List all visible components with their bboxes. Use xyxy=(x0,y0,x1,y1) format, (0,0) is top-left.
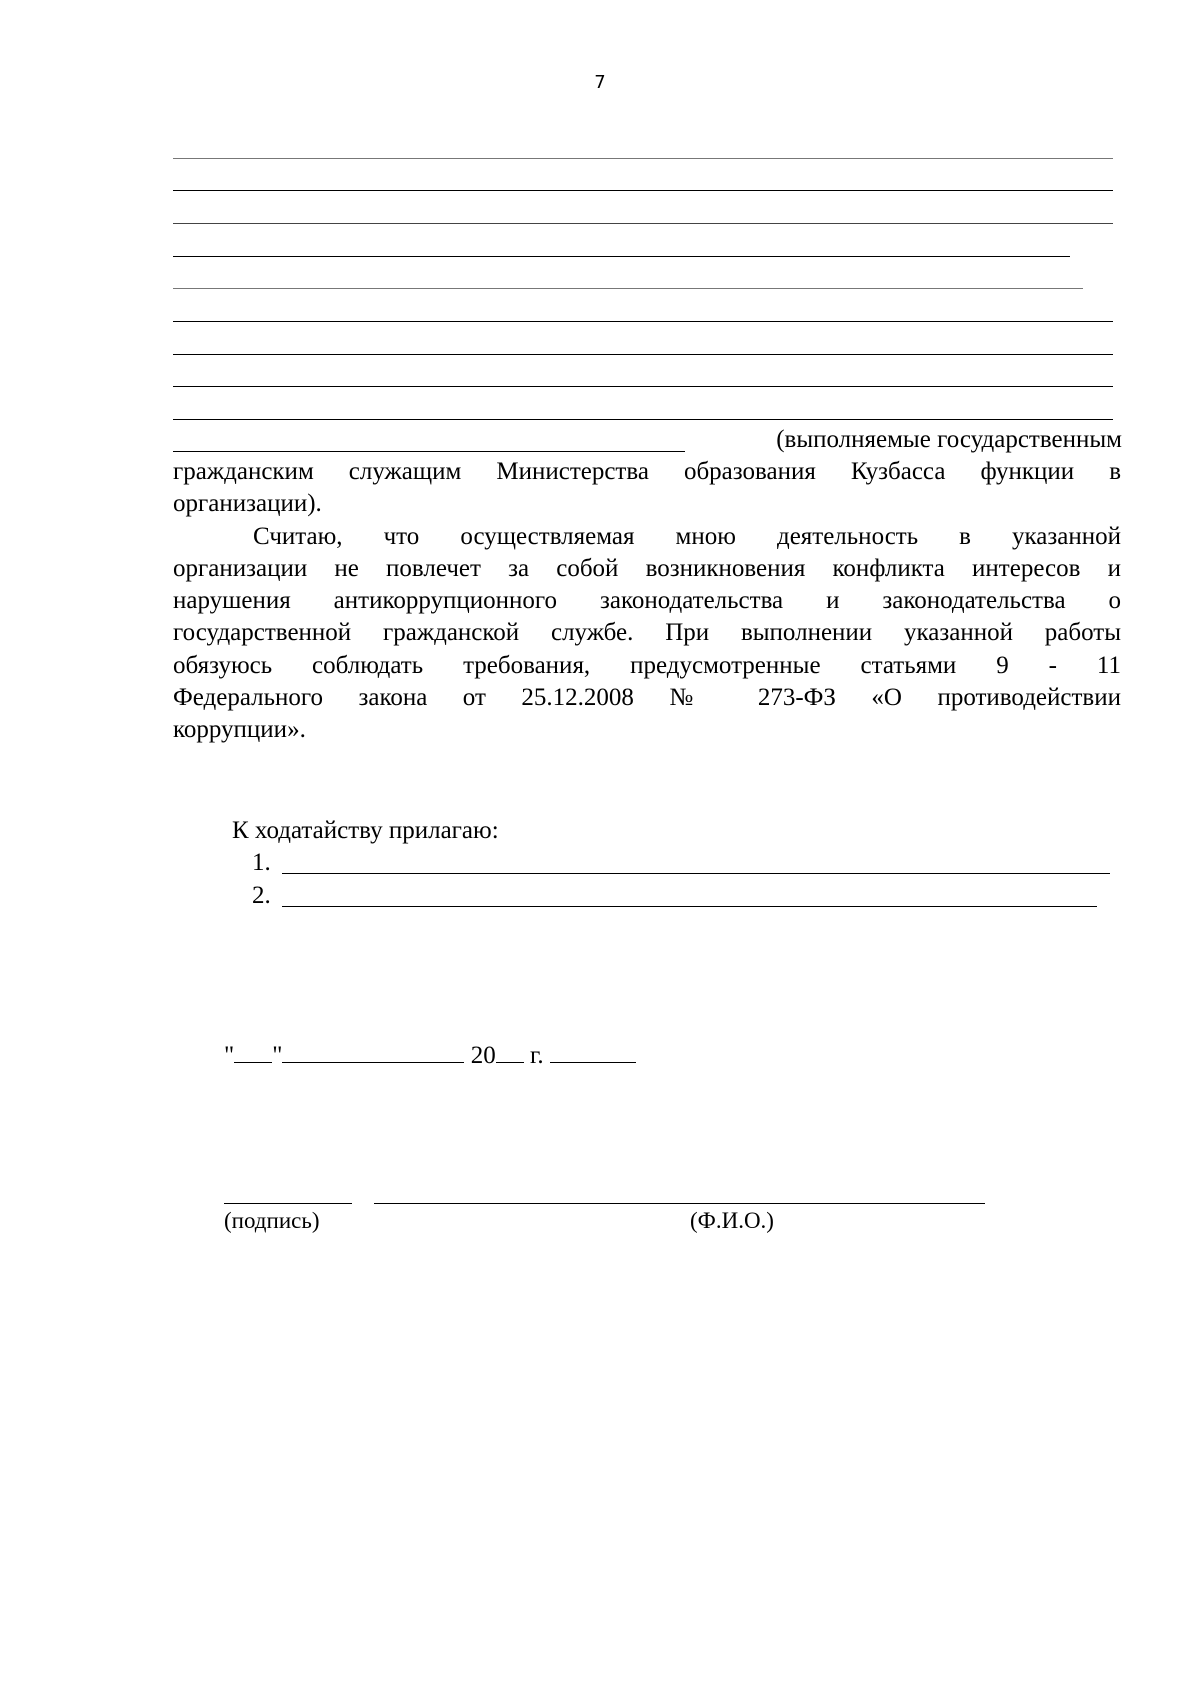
statement-line-6: Федерального закона от 25.12.2008 № 273-ФЗ «О противодействии xyxy=(173,684,1121,711)
date-close-quote: " xyxy=(272,1042,283,1069)
day-blank xyxy=(234,1042,272,1063)
attachment-item-number: 2. xyxy=(252,882,271,909)
signature-label: (подпись) xyxy=(224,1208,320,1233)
statement-line-7: коррупции». xyxy=(173,716,306,743)
blank-line xyxy=(173,288,1083,289)
blank-line xyxy=(173,386,1113,387)
attachment-blank-line xyxy=(282,906,1097,907)
statement-line-1: Считаю, что осуществляемая мною деятельность в указанной xyxy=(253,523,1121,550)
functions-caption-line-3: организации). xyxy=(173,490,322,517)
signature-blank-line xyxy=(224,1203,352,1204)
blank-line xyxy=(173,158,1113,159)
statement-line-4: государственной гражданской службе. При выполнении указанной работы xyxy=(173,619,1121,646)
blank-line xyxy=(173,321,1113,322)
functions-caption: (выполняемые государственным xyxy=(776,426,1122,453)
date-line xyxy=(224,1040,636,1072)
statement-line-3: нарушения антикоррупционного законодательства и законодательства о xyxy=(173,587,1121,614)
year-prefix: 20 xyxy=(470,1042,496,1069)
functions-caption-line-2: гражданским служащим Министерства образования Кузбасса функции в xyxy=(173,458,1121,485)
blank-line xyxy=(173,419,1113,420)
year-suffix: г. xyxy=(529,1042,544,1069)
month-blank xyxy=(282,1042,464,1063)
blank-line xyxy=(173,223,1113,224)
name-blank-line xyxy=(374,1203,985,1204)
statement-line-5: обязуюсь соблюдать требования, предусмотренные статьями 9 - 11 xyxy=(173,652,1121,679)
extra-blank xyxy=(550,1042,636,1063)
year-blank xyxy=(496,1042,524,1063)
attachment-item-number: 1. xyxy=(252,849,271,876)
date-open-quote: " xyxy=(224,1042,235,1069)
blank-line xyxy=(173,256,1070,257)
attachments-heading: К ходатайству прилагаю: xyxy=(232,817,499,844)
blank-line xyxy=(173,354,1113,355)
attachment-blank-line xyxy=(282,873,1110,874)
page-number: 7 xyxy=(594,72,606,93)
blank-line xyxy=(173,190,1113,191)
name-label: (Ф.И.О.) xyxy=(690,1208,774,1233)
statement-line-2: организации не повлечет за собой возникновения конфликта интересов и xyxy=(173,555,1121,582)
blank-line xyxy=(173,451,685,452)
